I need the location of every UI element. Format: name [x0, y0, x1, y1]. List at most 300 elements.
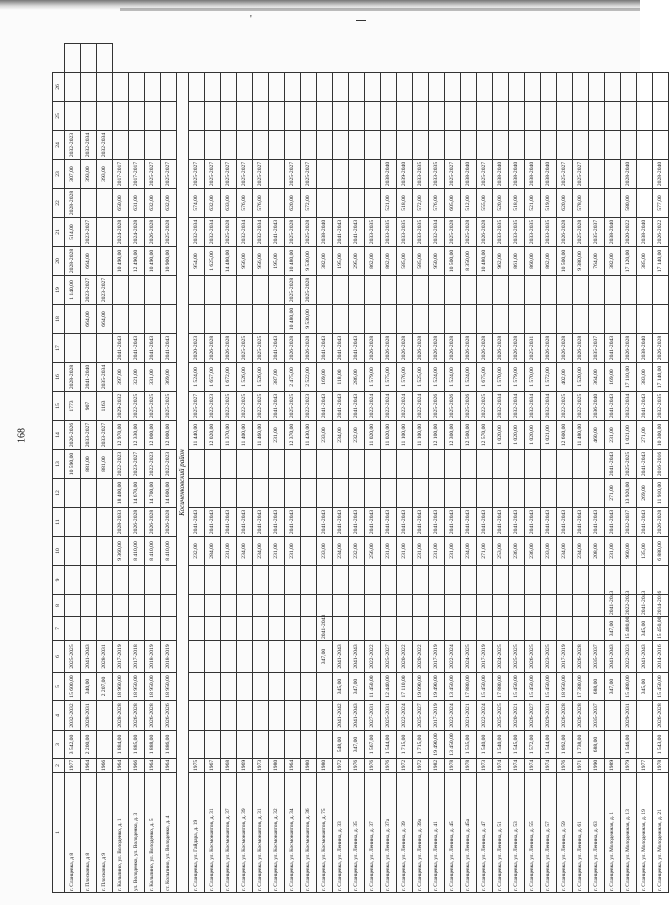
value-cell [397, 102, 413, 131]
value-cell: 2033-2035 [413, 160, 429, 189]
value-cell: 2032-2032 [65, 701, 81, 731]
value-cell [269, 701, 285, 731]
value-cell: 2026-2028 [285, 334, 301, 363]
value-cell [301, 617, 317, 641]
value-cell [637, 189, 653, 218]
value-cell [237, 641, 253, 673]
value-cell [269, 189, 285, 218]
value-cell: 2 200,00 [81, 731, 97, 759]
value-cell: 10 480,00 [285, 305, 301, 334]
value-cell [653, 73, 669, 102]
value-cell: 234,00 [333, 537, 349, 566]
value-cell: 1968 [221, 759, 237, 773]
value-cell [365, 102, 381, 131]
value-cell [97, 479, 113, 508]
value-cell: 2025-2025 [145, 392, 161, 421]
value-cell: 321,00 [129, 363, 145, 392]
value-cell [381, 450, 397, 479]
column-number-21: 21 [53, 218, 65, 247]
value-cell [81, 479, 97, 508]
value-cell [509, 450, 525, 479]
value-cell: 1 524,00 [445, 363, 461, 392]
value-cell: 19 490,00 [429, 673, 445, 701]
value-cell [509, 617, 525, 641]
value-cell [573, 479, 589, 508]
value-cell: 307,00 [65, 160, 81, 189]
value-cell [333, 450, 349, 479]
value-cell: 1973 [477, 759, 493, 773]
value-cell [333, 73, 349, 102]
value-cell: 2041-2043 [349, 701, 365, 731]
value-cell: 2041-2043 [365, 508, 381, 537]
value-cell: 1 715,00 [397, 731, 413, 759]
value-cell: 1 567,00 [365, 731, 381, 759]
value-cell: 2025-2027 [189, 392, 205, 421]
value-cell: 2041-2043 [461, 508, 477, 537]
value-cell: 9 530,00 [301, 247, 317, 276]
value-cell: 385,00 [637, 247, 653, 276]
value-cell: 572,00 [301, 189, 317, 218]
value-cell: 18 950,00 [145, 673, 161, 701]
value-cell: 1 544,00 [541, 731, 557, 759]
value-cell: 17 140,00 [653, 363, 669, 392]
value-cell [317, 701, 333, 731]
value-cell [365, 617, 381, 641]
value-cell: 2025-2025 [253, 334, 269, 363]
value-cell [493, 131, 509, 160]
value-cell: 2021-2021 [461, 701, 477, 731]
value-cell: 2029-2031 [621, 701, 637, 731]
value-cell [285, 641, 301, 673]
value-cell [413, 450, 429, 479]
value-cell: 347,00 [317, 641, 333, 673]
value-cell: 2041-2043 [637, 450, 653, 479]
value-cell [237, 617, 253, 641]
value-cell: 1 021,00 [621, 421, 637, 450]
value-cell: 19 490,00 [429, 731, 445, 759]
value-cell [461, 566, 477, 595]
address-cell: г. Плосковка, д 8 [81, 773, 97, 893]
value-cell [269, 305, 285, 334]
value-cell: 2023-2027 [81, 218, 97, 247]
value-cell: 2022-2024 [397, 392, 413, 421]
value-cell [461, 276, 477, 305]
value-cell: 632,00 [145, 189, 161, 218]
value-cell [493, 479, 509, 508]
value-cell: 2017-2017 [113, 160, 129, 189]
value-cell: 10 480,00 [477, 247, 493, 276]
value-cell: 2017-2019 [557, 641, 573, 673]
value-cell [145, 566, 161, 595]
value-cell: 2025-2028 [285, 276, 301, 305]
value-cell: 881,00 [97, 450, 113, 479]
value-cell [253, 479, 269, 508]
value-cell [237, 73, 253, 102]
value-cell [349, 450, 365, 479]
value-cell [65, 595, 81, 617]
value-cell: 2041-2043 [317, 508, 333, 537]
value-cell [413, 73, 429, 102]
value-cell: 2026-2028 [365, 334, 381, 363]
value-cell [365, 160, 381, 189]
address-cell: г. Сланцевка, ул. Ленина, д. 37 [365, 773, 381, 893]
value-cell [253, 73, 269, 102]
value-cell [301, 673, 317, 701]
value-cell: 688,00 [589, 673, 605, 701]
value-cell: 520,00 [493, 189, 509, 218]
value-cell: 650,00 [113, 189, 129, 218]
column-number-7: 7 [53, 617, 65, 641]
value-cell: 1990 [589, 759, 605, 773]
value-cell: 2041-2042 [333, 701, 349, 731]
value-cell [333, 305, 349, 334]
value-cell: 2026-2028 [557, 701, 573, 731]
value-cell [129, 73, 145, 102]
value-cell [653, 276, 669, 305]
value-cell [573, 131, 589, 160]
value-cell: 2018-2019 [161, 641, 177, 673]
value-cell [413, 566, 429, 595]
value-cell [269, 566, 285, 595]
table-row [81, 44, 97, 893]
value-cell [573, 73, 589, 102]
value-cell [145, 102, 161, 131]
table-row [113, 44, 129, 893]
value-cell: 862,00 [541, 247, 557, 276]
value-cell [253, 701, 269, 731]
value-cell [97, 189, 113, 218]
value-cell [317, 160, 333, 189]
value-cell: 2041-2043 [541, 508, 557, 537]
value-cell: 2 522,00 [301, 363, 317, 392]
value-cell: 1 524,00 [461, 363, 477, 392]
value-cell [301, 102, 317, 131]
value-cell [65, 305, 81, 334]
column-number-14: 14 [53, 421, 65, 450]
value-cell [269, 160, 285, 189]
value-cell [145, 73, 161, 102]
value-cell: 2026-2028 [477, 218, 493, 247]
value-cell: 1 888,00 [145, 731, 161, 759]
table-row [589, 44, 605, 893]
value-cell: 2022-2024 [413, 392, 429, 421]
value-cell [129, 595, 145, 617]
value-cell [189, 102, 205, 131]
value-cell: 2041-2043 [605, 508, 621, 537]
value-cell: 2033-2035 [397, 218, 413, 247]
value-cell: 382,00 [317, 247, 333, 276]
value-cell: 231,00 [413, 537, 429, 566]
value-cell [541, 305, 557, 334]
value-cell: 2025-2025 [621, 450, 637, 479]
value-cell [65, 617, 81, 641]
value-cell: 2026-2027 [525, 701, 541, 731]
table-row [269, 44, 285, 893]
value-cell: 1977 [637, 759, 653, 773]
address-cell: г. Сланцевка, ул. Космонавтов, д. 37 [221, 773, 237, 893]
value-cell: 2025-2027 [301, 160, 317, 189]
value-cell [333, 189, 349, 218]
value-cell [429, 617, 445, 641]
value-cell: 1976 [557, 759, 573, 773]
value-cell: 233,00 [541, 537, 557, 566]
value-cell: 2022-2023 [621, 641, 637, 673]
value-cell [145, 595, 161, 617]
value-cell: 2041-2043 [509, 508, 525, 537]
value-cell [637, 131, 653, 160]
value-cell [397, 595, 413, 617]
table-row [461, 44, 477, 893]
value-cell: 2038-2040 [525, 160, 541, 189]
value-cell [285, 73, 301, 102]
value-cell: 2041-2043 [221, 508, 237, 537]
value-cell [205, 641, 221, 673]
value-cell: 1 570,00 [525, 363, 541, 392]
value-cell [221, 673, 237, 701]
value-cell [129, 566, 145, 595]
value-cell: 2035-2037 [589, 218, 605, 247]
value-cell [205, 566, 221, 595]
dash-mark [356, 20, 366, 21]
value-cell: 234,00 [461, 537, 477, 566]
value-cell [317, 595, 333, 617]
value-cell: 2026-2028 [557, 334, 573, 363]
value-cell [253, 566, 269, 595]
value-cell: 1976 [365, 759, 381, 773]
address-cell: г. Сланцевка, ул. Космонавтов, д. 36 [301, 773, 317, 893]
value-cell: 1 579,00 [509, 363, 525, 392]
value-cell [349, 189, 365, 218]
value-cell: 2025-2025 [493, 701, 509, 731]
value-cell [541, 102, 557, 131]
column-number-25: 25 [53, 102, 65, 131]
value-cell: 271,00 [605, 479, 621, 508]
value-cell: 2026-2028 [221, 334, 237, 363]
value-cell: 10 500,00 [557, 247, 573, 276]
value-cell: 10 500,00 [445, 247, 461, 276]
value-cell: 1 625,00 [205, 247, 221, 276]
table-row [397, 44, 413, 893]
value-cell [477, 450, 493, 479]
data-table [52, 43, 669, 893]
address-cell: г. Сланцевка, ул. Ленина, д. 51 [493, 773, 509, 893]
value-cell [129, 102, 145, 131]
value-cell: 345,00 [333, 673, 349, 701]
address-cell: г. Сланцевка, ул. Молодежная, д. 19 [637, 773, 653, 893]
value-cell: 2041-2043 [349, 218, 365, 247]
value-cell: 8 410,00 [145, 537, 161, 566]
value-cell [493, 102, 509, 131]
value-cell [461, 450, 477, 479]
value-cell [205, 479, 221, 508]
value-cell [253, 305, 269, 334]
value-cell: 1974 [525, 759, 541, 773]
value-cell: 9 530,00 [301, 305, 317, 334]
value-cell: 633,00 [221, 189, 237, 218]
value-cell [509, 73, 525, 102]
value-cell: 2025-2027 [189, 160, 205, 189]
value-cell [509, 305, 525, 334]
value-cell: 231,00 [221, 537, 237, 566]
value-cell: 2022-2023 [301, 392, 317, 421]
value-cell: 2041-2043 [333, 334, 349, 363]
value-cell: 11 430,00 [301, 421, 317, 450]
value-cell: 2025-2027 [253, 160, 269, 189]
value-cell: 2026-2028 [541, 334, 557, 363]
value-cell [493, 566, 509, 595]
value-cell: 2020-2022 [397, 641, 413, 673]
value-cell: 1964 [81, 759, 97, 773]
value-cell [557, 595, 573, 617]
value-cell [653, 102, 669, 131]
value-cell: 2041-2043 [161, 334, 177, 363]
value-cell [365, 73, 381, 102]
value-cell [349, 131, 365, 160]
value-cell [81, 508, 97, 537]
value-cell [397, 617, 413, 641]
table-row [541, 44, 557, 893]
value-cell [301, 508, 317, 537]
value-cell: 2032-2034 [205, 218, 221, 247]
value-cell: 2017-2019 [113, 641, 129, 673]
value-cell [589, 73, 605, 102]
value-cell [525, 102, 541, 131]
value-cell [653, 131, 669, 160]
value-cell: 369,00 [161, 363, 177, 392]
value-cell: 2032-2034 [97, 131, 113, 160]
value-cell: 2025-2025 [65, 641, 81, 673]
value-cell [113, 102, 129, 131]
value-cell [621, 276, 637, 305]
value-cell [397, 73, 413, 102]
value-cell: 2041-2043 [317, 392, 333, 421]
value-cell [333, 160, 349, 189]
value-cell: 1 575,00 [381, 363, 397, 392]
value-cell [113, 73, 129, 102]
value-cell: 347,00 [605, 617, 621, 641]
value-cell: 387,00 [269, 363, 285, 392]
value-cell [285, 617, 301, 641]
value-cell: 11 020,00 [365, 421, 381, 450]
value-cell: 861,00 [509, 247, 525, 276]
value-cell [589, 450, 605, 479]
table-row [653, 44, 669, 893]
value-cell: 518,00 [397, 189, 413, 218]
value-cell: 2017-2017 [129, 160, 145, 189]
value-cell: 2032-2037 [621, 508, 637, 537]
column-number-row [53, 44, 65, 893]
value-cell: 2033-2035 [493, 218, 509, 247]
value-cell: 1982 [429, 759, 445, 773]
value-cell: 2025-2031 [525, 334, 541, 363]
value-cell: 2032-2034 [429, 218, 445, 247]
table-row [189, 44, 205, 893]
value-cell: 2041-2043 [205, 508, 221, 537]
value-cell: 256,00 [365, 537, 381, 566]
value-cell: 234,00 [557, 537, 573, 566]
value-cell [573, 305, 589, 334]
value-cell [65, 73, 81, 102]
value-cell: 632,00 [205, 189, 221, 218]
value-cell [253, 641, 269, 673]
value-cell [189, 617, 205, 641]
value-cell: 1 886,00 [161, 731, 177, 759]
value-cell: 2041-2043 [349, 641, 365, 673]
value-cell: 2026-2028 [573, 334, 589, 363]
value-cell: 2035-2037 [589, 701, 605, 731]
value-cell: 1 140,00 [65, 276, 81, 305]
table-row [605, 44, 621, 893]
value-cell: 3 542,00 [65, 731, 81, 759]
value-cell [349, 160, 365, 189]
value-cell: 1 657,00 [205, 363, 221, 392]
value-cell: 2041-2040 [81, 363, 97, 392]
value-cell: 2020-2022 [621, 218, 637, 247]
table-row [365, 44, 381, 893]
value-cell [205, 276, 221, 305]
value-cell [509, 102, 525, 131]
value-cell: 620,00 [285, 189, 301, 218]
address-cell: г. Плосковка, д 9 [97, 773, 113, 893]
value-cell: 2025-2028 [461, 218, 477, 247]
value-cell: 2033-2035 [509, 218, 525, 247]
value-cell: 1977 [65, 759, 81, 773]
value-cell: 2028-2028 [65, 247, 81, 276]
value-cell: 2028-2028 [113, 701, 129, 731]
value-cell [205, 305, 221, 334]
value-cell: 18 950,00 [161, 673, 177, 701]
value-cell [81, 44, 97, 73]
value-cell: 382,00 [605, 247, 621, 276]
value-cell: 2033-2035 [525, 218, 541, 247]
value-cell: 1 535,00 [461, 731, 477, 759]
value-cell [445, 102, 461, 131]
value-cell [189, 276, 205, 305]
value-cell: 2033-2035 [413, 218, 429, 247]
value-cell [301, 479, 317, 508]
value-cell: 12 000,00 [161, 421, 177, 450]
value-cell [573, 595, 589, 617]
value-cell: 2025-2026 [445, 392, 461, 421]
value-cell: 2038-2040 [637, 218, 653, 247]
value-cell [81, 189, 97, 218]
value-cell [189, 701, 205, 731]
value-cell [205, 450, 221, 479]
value-cell [317, 276, 333, 305]
value-cell: 169,00 [605, 363, 621, 392]
value-cell [333, 131, 349, 160]
value-cell [145, 276, 161, 305]
value-cell: 195,00 [269, 247, 285, 276]
value-cell: 2028-2031 [97, 641, 113, 673]
value-cell: 2025-2025 [237, 334, 253, 363]
value-cell [205, 731, 221, 759]
value-cell [461, 73, 477, 102]
value-cell [589, 160, 605, 189]
value-cell [205, 73, 221, 102]
value-cell: 1980 [269, 759, 285, 773]
value-cell [589, 566, 605, 595]
address-cell: г. Сланцевка, ул. Ленина, д. 63 [589, 773, 605, 893]
value-cell: 1 572,00 [541, 363, 557, 392]
value-cell [129, 305, 145, 334]
value-cell: 2026-2028 [145, 701, 161, 731]
value-cell: 2022-2024 [445, 701, 461, 731]
column-number-19: 19 [53, 276, 65, 305]
value-cell: 11 450,00 [365, 673, 381, 701]
table-row [129, 44, 145, 893]
value-cell: 15 450,00 [653, 617, 669, 641]
